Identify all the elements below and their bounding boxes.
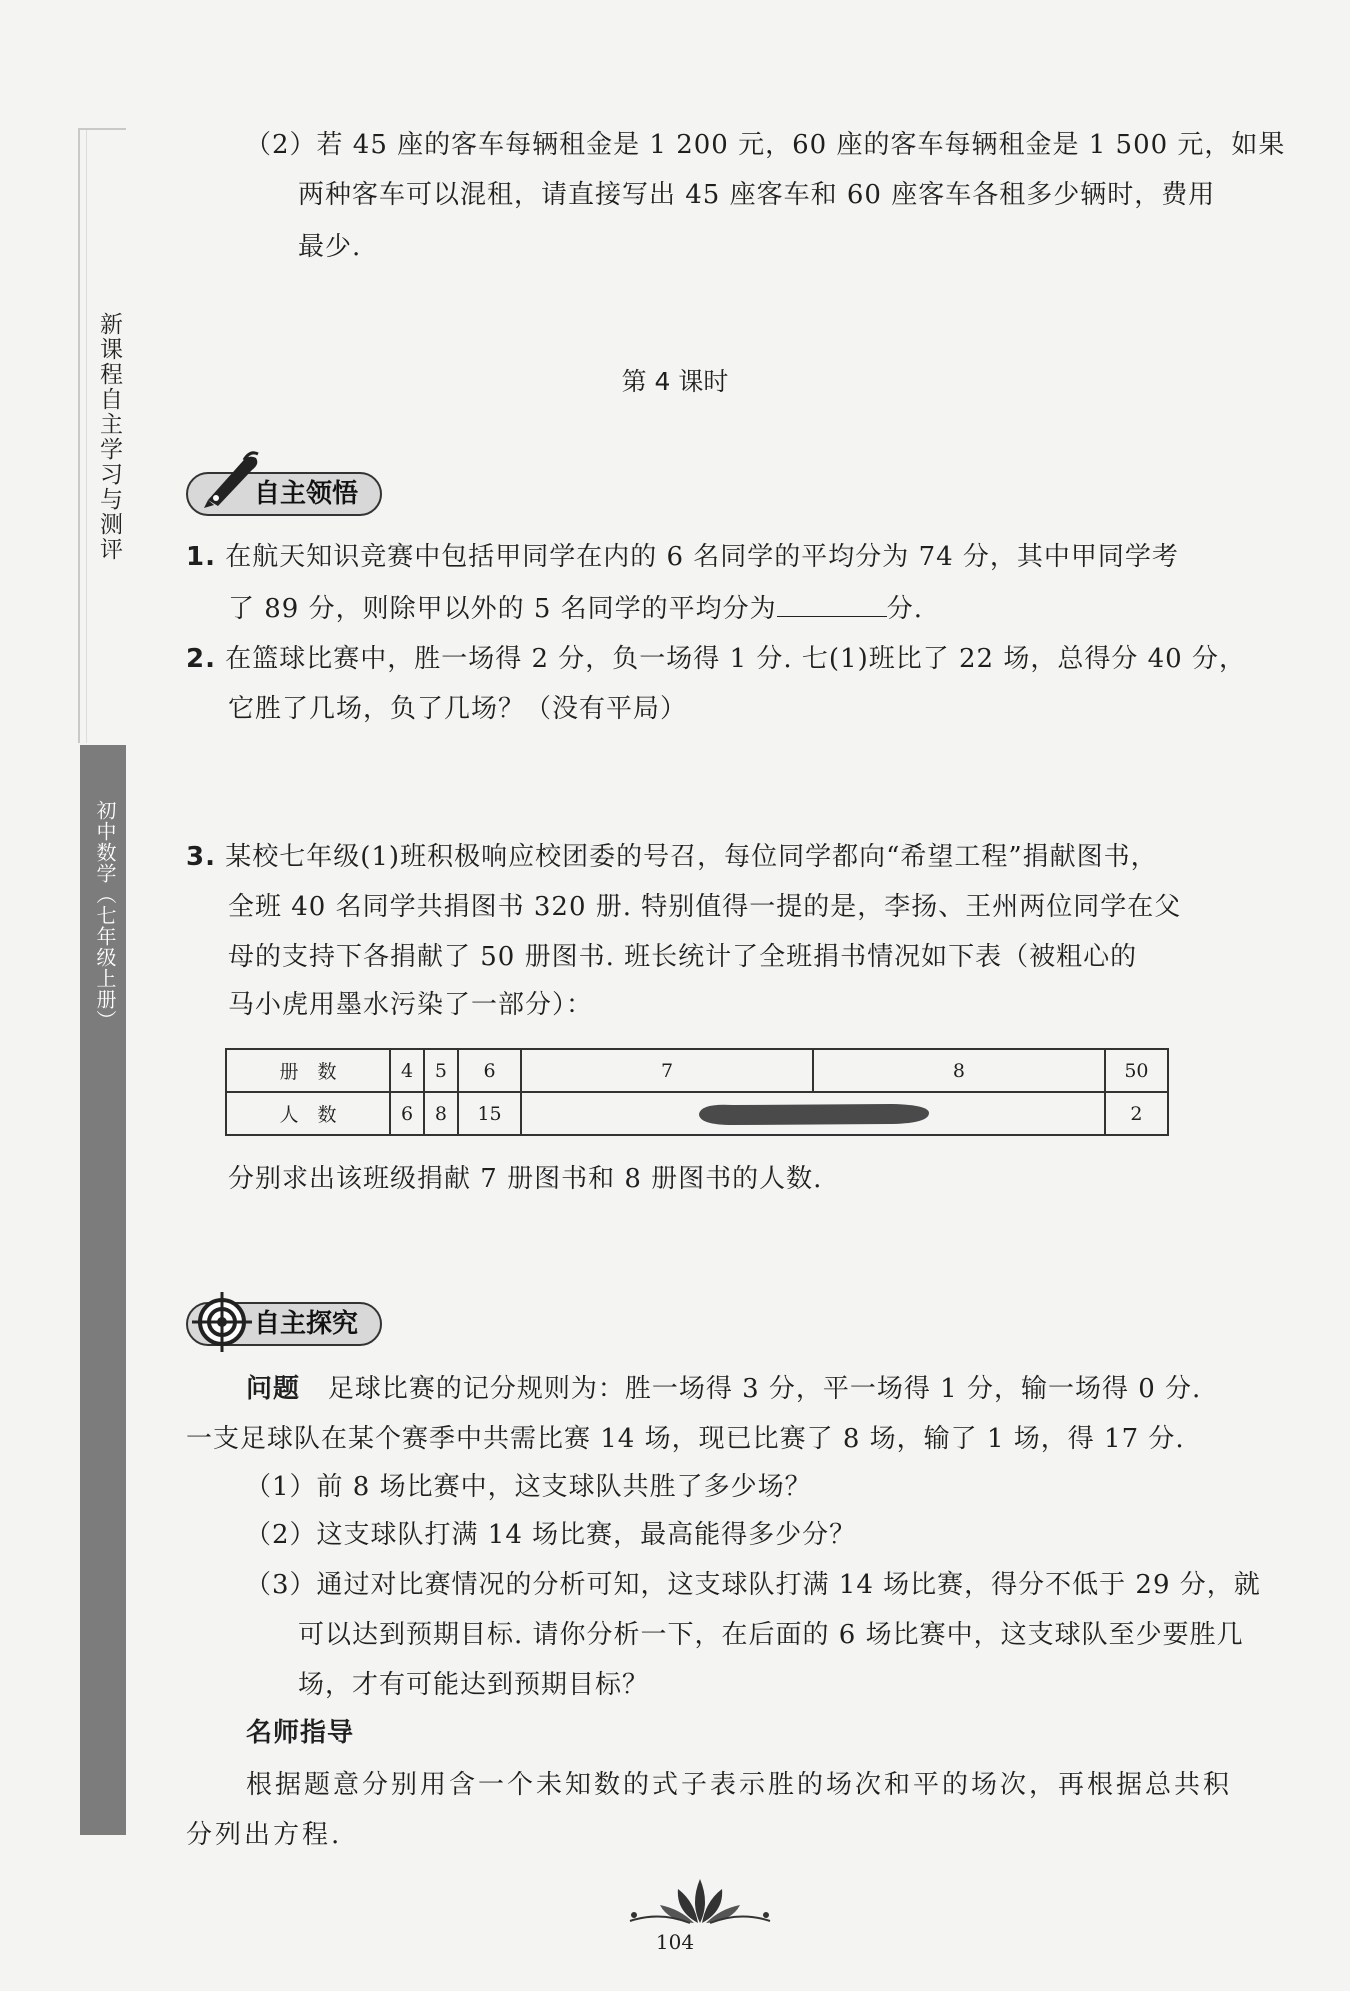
table-cell: 5 — [424, 1049, 458, 1092]
table-header-cell: 册 数 — [226, 1049, 390, 1092]
book-donation-table — [225, 1048, 1169, 1136]
table-cell: 6 — [458, 1049, 521, 1092]
question-text: 在航天知识竞赛中包括甲同学在内的 6 名同学的平均分为 74 分，其中甲同学考 — [225, 542, 1179, 572]
question-3-line — [186, 832, 1158, 882]
sidebar-rule — [78, 128, 80, 743]
table-cell: 6 — [390, 1092, 424, 1135]
page-number: 104 — [655, 1930, 695, 1954]
problem-text: 足球比赛的记分规则为：胜一场得 3 分，平一场得 1 分，输一场得 0 分. — [327, 1374, 1202, 1404]
question-text: 马小虎用墨水污染了一部分）： — [228, 990, 594, 1020]
sidebar-rule-inner — [86, 128, 87, 743]
question-number: 3. — [186, 842, 216, 872]
question-text: 分. — [886, 594, 923, 624]
guide-label: 名师指导 — [246, 1718, 355, 1748]
lesson-title: 第 4 课时 — [621, 367, 729, 396]
problem-subquestion: （3）通过对比赛情况的分析可知，这支球队打满 14 场比赛，得分不低于 29 分，就 — [245, 1570, 1261, 1600]
guide-text: 根据题意分别用含一个未知数的式子表示胜的场次和平的场次，再根据总共积 — [246, 1770, 1233, 1800]
answer-blank[interactable] — [777, 586, 887, 617]
problem-subquestion: 可以达到预期目标. 请你分析一下，在后面的 6 场比赛中，这支球队至少要胜几 — [298, 1620, 1244, 1650]
ink-stained-cells — [521, 1092, 1105, 1135]
sidebar-book-title: 新课程自主学习与测评 — [96, 312, 122, 562]
problem-subquestion: 场，才有可能达到预期目标？ — [298, 1670, 650, 1700]
table-cell: 7 — [521, 1049, 813, 1092]
continuation-line: 最少. — [298, 232, 362, 262]
table-row — [226, 1049, 1168, 1092]
section-label: 自主探究 — [254, 1309, 359, 1339]
continuation-line: 两种客车可以混租，请直接写出 45 座客车和 60 座客车各租多少辆时，费用 — [298, 180, 1216, 210]
sidebar-rule-cap — [78, 128, 126, 130]
table-cell: 50 — [1105, 1049, 1168, 1092]
target-icon — [190, 1290, 254, 1354]
question-text: 母的支持下各捐献了 50 册图书. 班长统计了全班捐书情况如下表（被粗心的 — [228, 942, 1138, 972]
problem-line — [246, 1364, 1201, 1414]
guide-text: 分列出方程. — [186, 1820, 343, 1850]
ink-stain — [693, 1099, 933, 1129]
question-1-line — [228, 584, 923, 634]
question-1-line — [186, 532, 1179, 582]
question-text: 它胜了几场，负了几场？（没有平局） — [228, 694, 688, 724]
problem-subquestion: （1）前 8 场比赛中，这支球队共胜了多少场？ — [245, 1472, 812, 1502]
question-number: 1. — [186, 542, 216, 572]
leaf-ornament-icon — [620, 1875, 780, 1929]
question-text: 在篮球比赛中，胜一场得 2 分，负一场得 1 分. 七(1)班比了 22 场，总得分 40 分， — [225, 644, 1246, 674]
table-header-cell: 人 数 — [226, 1092, 390, 1135]
problem-subquestion: （2）这支球队打满 14 场比赛，最高能得多少分？ — [245, 1520, 857, 1550]
question-text: 分别求出该班级捐献 7 册图书和 8 册图书的人数. — [228, 1164, 823, 1194]
table-cell: 8 — [813, 1049, 1105, 1092]
table-cell: 15 — [458, 1092, 521, 1135]
pen-icon — [196, 448, 266, 510]
question-text: 全班 40 名同学共捐图书 320 册. 特别值得一提的是，李扬、王州两位同学在父 — [228, 892, 1182, 922]
question-number: 2. — [186, 644, 216, 674]
table-cell: 2 — [1105, 1092, 1168, 1135]
sidebar-subject-title: 初中数学（七年级上册） — [93, 800, 117, 1031]
table-row — [226, 1092, 1168, 1135]
question-2-line — [186, 634, 1246, 684]
question-text: 了 89 分，则除甲以外的 5 名同学的平均分为 — [228, 594, 777, 624]
question-text: 某校七年级(1)班积极响应校团委的号召，每位同学都向“希望工程”捐献图书， — [225, 842, 1158, 872]
section-label: 自主领悟 — [254, 479, 359, 509]
continuation-line: （2）若 45 座的客车每辆租金是 1 200 元，60 座的客车每辆租金是 1 500 元，如果 — [245, 130, 1286, 160]
problem-text: 一支足球队在某个赛季中共需比赛 14 场，现已比赛了 8 场，输了 1 场，得 17 分. — [186, 1424, 1185, 1454]
problem-label: 问题 — [246, 1374, 301, 1404]
table-cell: 4 — [390, 1049, 424, 1092]
table-cell: 8 — [424, 1092, 458, 1135]
